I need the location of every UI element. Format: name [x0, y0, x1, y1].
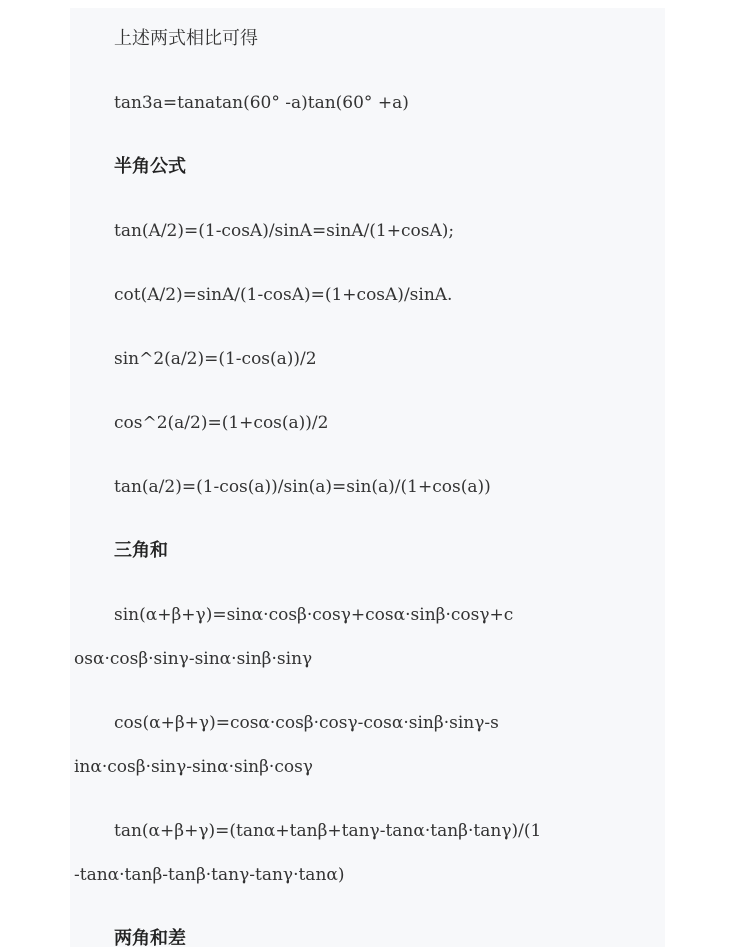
triple-sum-heading: 三角和 [114, 540, 168, 561]
intro-text: 上述两式相比可得 [114, 28, 258, 49]
cot-half-formula: cot(A/2)=sinA/(1-cosA)=(1+cosA)/sinA. [114, 285, 453, 305]
cos-triple-sum-line-1: cos(α+β+γ)=cosα·cosβ·cosγ-cosα·sinβ·sinγ-s [114, 713, 499, 733]
half-angle-heading: 半角公式 [114, 156, 186, 177]
tan3a-formula: tan3a=tanatan(60° -a)tan(60° +a) [114, 93, 409, 113]
sum-difference-heading: 两角和差 [114, 928, 186, 949]
sin-triple-sum-line-2: osα·cosβ·sinγ-sinα·sinβ·sinγ [74, 649, 313, 669]
sin-triple-sum-line-1: sin(α+β+γ)=sinα·cosβ·cosγ+cosα·sinβ·cosγ+c [114, 605, 514, 625]
tan-triple-sum-line-2: -tanα·tanβ-tanβ·tanγ-tanγ·tanα) [74, 865, 345, 885]
cos-squared-half-formula: cos^2(a/2)=(1+cos(a))/2 [114, 413, 329, 433]
tan-half-alt-formula: tan(a/2)=(1-cos(a))/sin(a)=sin(a)/(1+cos(a)) [114, 477, 491, 497]
cos-triple-sum-line-2: inα·cosβ·sinγ-sinα·sinβ·cosγ [74, 757, 313, 777]
tan-triple-sum-line-1: tan(α+β+γ)=(tanα+tanβ+tanγ-tanα·tanβ·tanγ)/(1 [114, 821, 542, 841]
sin-squared-half-formula: sin^2(a/2)=(1-cos(a))/2 [114, 349, 317, 369]
document-page [70, 8, 665, 947]
tan-half-formula: tan(A/2)=(1-cosA)/sinA=sinA/(1+cosA); [114, 221, 455, 241]
